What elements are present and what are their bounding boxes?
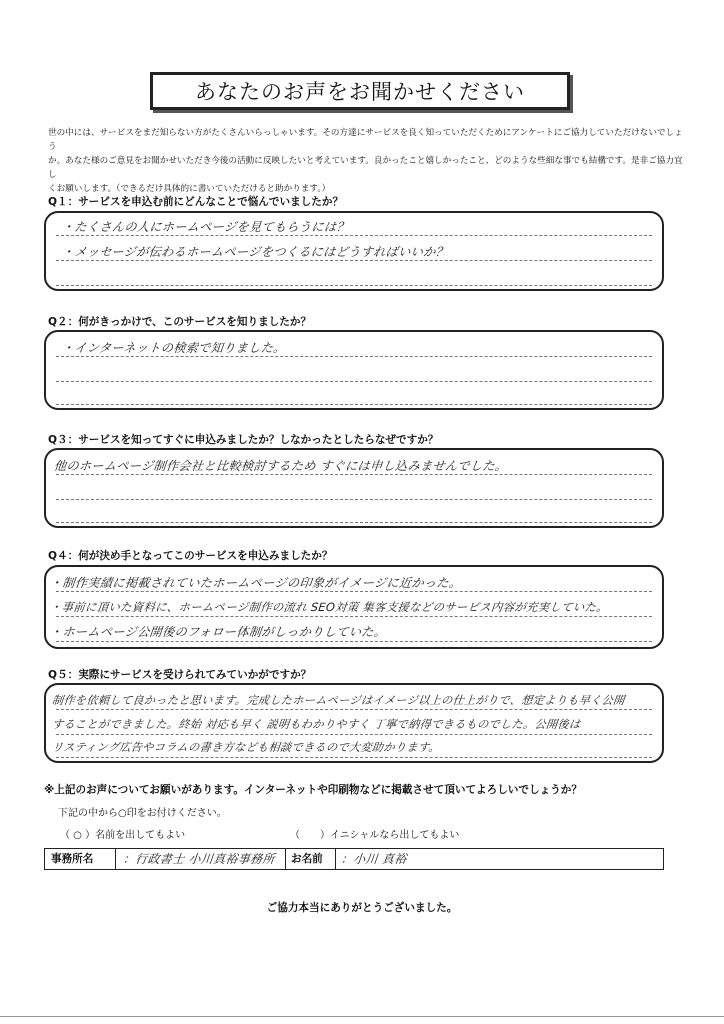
answer-line: ・制作実績に掲載されていたホームページの印象がイメージに近かった。 — [49, 576, 463, 590]
intro-line: くお願いします。（できるだけ具体的に書いていただけると助かります。） — [48, 184, 331, 194]
intro-line: 世の中には、サービスをまだ知らない方がたくさんいらっしゃいます。その方達にサービスを良く知っていただくためにアンケートにご協力していただけないでしょう — [48, 128, 683, 152]
option-mark[interactable]: （ ） — [290, 830, 330, 841]
answer-box-1 — [44, 211, 664, 291]
answer-line: ・ホームページ公開後のフォロー体制がしっかりしていた。 — [49, 625, 387, 639]
answer-line: ・事前に頂いた資料に、ホームページ制作の流れ SEO対策 集客支援などのサービス内容が充実していた。 — [49, 600, 609, 614]
intro-line: か。あなた様のご意見をお聞かせいただき今後の活動に反映したいと考えています。良かったこと嬉しかったこと、どのような些細な事でも結構です。是非ご協力宜し — [48, 156, 683, 180]
thank-you-footer: ご協力本当にありがとうございました。 — [266, 902, 458, 914]
permission-request: ※上記のお声についてお願いがあります。インターネットや印刷物などに掲載させて頂いてよろしいでしょうか？ — [44, 784, 582, 796]
answer-line: 他のホームページ制作会社と比較検討するため すぐには申し込みませんでした。 — [53, 459, 509, 473]
answer-line: ・メッセージが伝わるホームページをつくるにはどうすればいいか？ — [61, 245, 449, 259]
question-4-label: Q４：何が決め手となってこのサービスを申込みましたか？ — [48, 550, 333, 562]
option-label: 名前を出してもよい — [95, 830, 186, 841]
answer-line: 制作を依頼して良かったと思います。完成したホームページはイメージ以上の仕上がりで、想定よりも早く公開 — [51, 694, 626, 707]
office-label: 事務所名 — [51, 853, 94, 865]
office-value[interactable]: ：行政書士 小川真裕事務所 — [122, 852, 276, 866]
answer-box-4 — [44, 565, 664, 649]
question-3-label: Q３：サービスを知ってすぐに申込みましたか？しなかったとしたらなぜですか？ — [48, 434, 439, 446]
office-name-bar — [44, 848, 664, 870]
option-name-ok[interactable] — [60, 826, 185, 841]
answer-box-5 — [44, 683, 664, 763]
name-label: お名前 — [291, 853, 323, 865]
intro-text — [48, 126, 688, 196]
answer-line: リスティング広告やコラムの書き方なども相談できるので大変助かります。 — [51, 741, 441, 754]
answer-line: ・インターネットの検索で知りました。 — [61, 341, 287, 355]
bottom-divider — [0, 1016, 724, 1017]
permission-instruction: 下記の中から○印をお付けください。 — [58, 808, 227, 819]
question-1-label: Q１：サービスを申込む前にどんなことで悩んでいましたか？ — [48, 196, 344, 208]
answer-box-2 — [44, 330, 664, 410]
answer-box-3 — [44, 448, 664, 528]
answer-line: することができました。終始 対応も早く 説明もわかりやすく 丁寧で納得できるものでした。公開後は — [51, 718, 582, 731]
question-2-label: Q２：何がきっかけで、このサービスを知りましたか？ — [48, 316, 312, 328]
answer-line: ・たくさんの人にホームページを見てもらうには？ — [61, 220, 350, 234]
option-label: イニシャルなら出してもよい — [330, 830, 460, 841]
option-mark[interactable]: （ ○ ） — [60, 830, 96, 841]
question-5-label: Q５：実際にサービスを受けられてみていかがですか？ — [48, 669, 312, 681]
option-initial-ok[interactable] — [290, 826, 459, 841]
page-title: あなたのお声をお聞かせください — [150, 72, 570, 110]
name-value[interactable]: ：小川 真裕 — [340, 852, 408, 866]
